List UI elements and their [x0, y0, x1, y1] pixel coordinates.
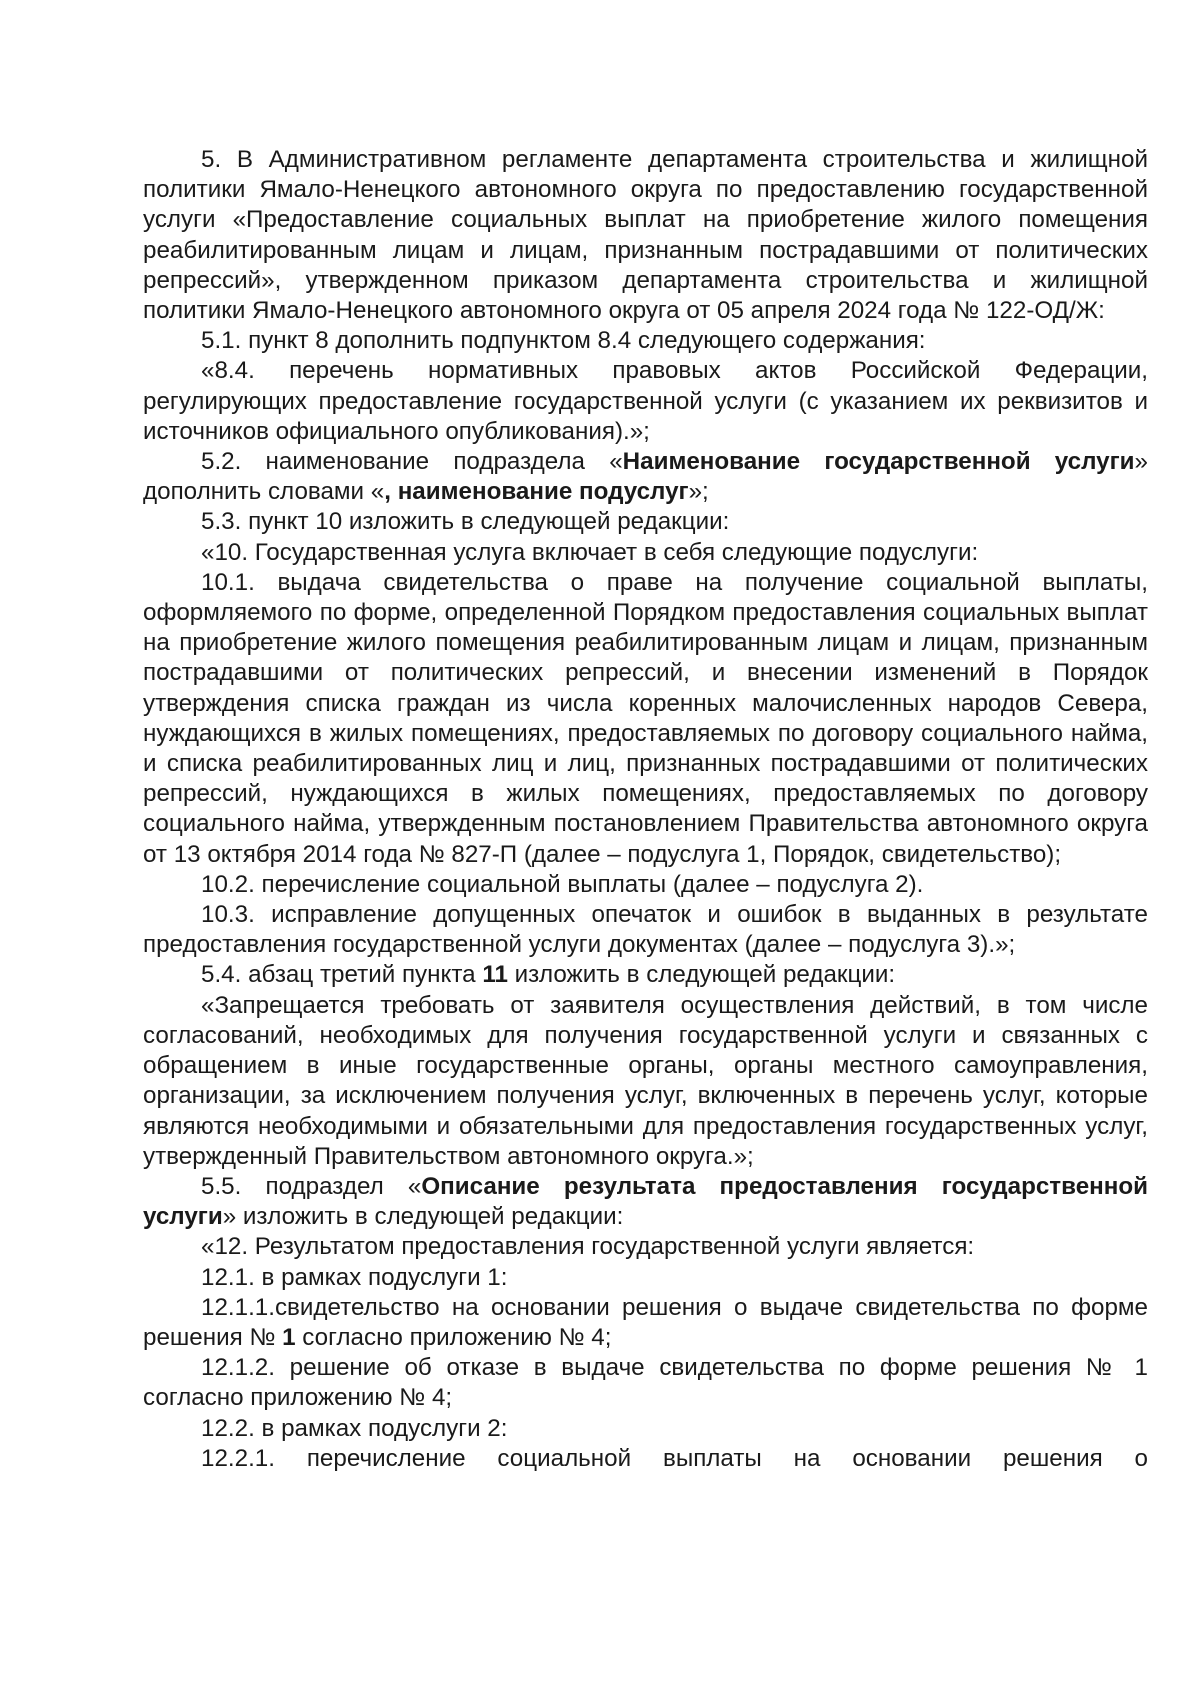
text-run: » дополнить словами « [143, 448, 1148, 506]
paragraph-p5-3 [143, 507, 1148, 537]
bold-text: Описание результата предоставления государственной услуги [143, 1172, 1149, 1231]
paragraph-p8-4 [143, 356, 1148, 447]
text-run: 12.1.2. решение об отказе в выдаче свидетельства по форме решения № 1 согласно приложению № 4; [143, 1354, 1148, 1412]
text-run: 10.2. перечисление социальной выплаты (далее – подуслуга 2). [201, 870, 924, 898]
paragraph-p10-2 [143, 870, 1148, 900]
paragraph-p5 [143, 145, 1148, 326]
text-run: «8.4. перечень нормативных правовых актов Российской Федерации, регулирующих предоставление государственной услуги (с указанием их реквизитов и источников официального опубликования).»; [143, 357, 1148, 445]
text-run: 5.3. пункт 10 изложить в следующей редакции: [201, 508, 730, 536]
paragraph-p12-1 [143, 1263, 1148, 1293]
paragraph-p-zapr [143, 991, 1148, 1172]
text-run: » изложить в следующей редакции: [222, 1203, 624, 1231]
paragraph-p10 [143, 538, 1148, 568]
text-run: «12. Результатом предоставления государственной услуги является: [201, 1233, 975, 1261]
text-run: »; [688, 478, 709, 506]
bold-text: , наименование подуслуг [384, 478, 689, 506]
paragraph-p12-1-1 [143, 1293, 1148, 1353]
paragraph-p5-1 [143, 326, 1148, 356]
paragraph-p10-1 [143, 568, 1148, 870]
text-run: 12.1.1.свидетельство на основании решения о выдаче свидетельства по форме решения № [143, 1293, 1148, 1351]
text-run: «Запрещается требовать от заявителя осуществления действий, в том числе согласований, необходимых для получения государственной услуги и связанных с обращением в иные государственные органы, органы местного самоуправления, организации, за исключением получения услуг, включенных в перечень услуг, которые являются необходимыми и обязательными для предоставления государственных услуг, утвержденный Правительством автономного округа.»; [143, 991, 1148, 1170]
text-run: согласно приложению № 4; [295, 1323, 612, 1351]
text-run: 10.3. исправление допущенных опечаток и ошибок в выданных в результате предоставления государственной услуги документах (далее – подуслуга 3).»; [143, 901, 1148, 959]
paragraph-p12-1-2 [143, 1353, 1148, 1413]
paragraph-p12 [143, 1232, 1148, 1262]
text-run: 12.1. в рамках подуслуги 1: [201, 1263, 508, 1291]
text-run: 5.5. подраздел « [201, 1172, 422, 1200]
text-run: 5.2. наименование подраздела « [201, 448, 623, 476]
paragraph-p10-3 [143, 900, 1148, 960]
text-run: «10. Государственная услуга включает в себя следующие подуслуги: [201, 538, 979, 566]
text-run: 12.2. в рамках подуслуги 2: [201, 1414, 508, 1442]
bold-text: Наименование государственной услуги [622, 448, 1135, 476]
paragraph-p12-2 [143, 1414, 1148, 1444]
document-body [143, 145, 1148, 1474]
text-run: изложить в следующей редакции: [507, 961, 896, 989]
text-run: 5. В Административном регламенте департамента строительства и жилищной политики Ямало-Ненецкого автономного округа по предоставлению государственной услуги «Предоставление социальных выплат на приобретение жилого помещения реабилитированным лицам и лицам, признанным пострадавшими от политических репрессий», утвержденном приказом департамента строительства и жилищной политики Ямало-Ненецкого автономного округа от 05 апреля 2024 года № 122-ОД/Ж: [143, 146, 1148, 325]
bold-text: 1 [282, 1323, 296, 1351]
paragraph-p5-2 [143, 447, 1148, 507]
text-run: 5.4. абзац третий пункта [201, 961, 483, 989]
text-run: 5.1. пункт 8 дополнить подпунктом 8.4 следующего содержания: [201, 327, 926, 355]
text-run: 10.1. выдача свидетельства о праве на получение социальной выплаты, оформляемого по форме, определенной Порядком предоставления социальных выплат на приобретение жилого помещения реабилитированным лицам и лицам, признанным пострадавшими от политических репрессий, и внесении изменений в Порядок утверждения списка граждан из числа коренных малочисленных народов Севера, нуждающихся в жилых помещениях, предоставляемых по договору социального найма, и списка реабилитированных лиц и лиц, признанных пострадавшими от политических репрессий, нуждающихся в жилых помещениях, предоставляемых по договору социального найма, утвержденным постановлением Правительства автономного округа от 13 октября 2014 года № 827-П (далее – подуслуга 1, Порядок, свидетельство); [143, 568, 1148, 868]
text-run: 12.2.1. перечисление социальной выплаты на основании решения о [201, 1444, 1148, 1472]
paragraph-p5-5 [143, 1172, 1148, 1232]
paragraph-p5-4 [143, 960, 1148, 990]
bold-text: 11 [482, 961, 508, 989]
paragraph-p12-2-1 [143, 1444, 1148, 1474]
